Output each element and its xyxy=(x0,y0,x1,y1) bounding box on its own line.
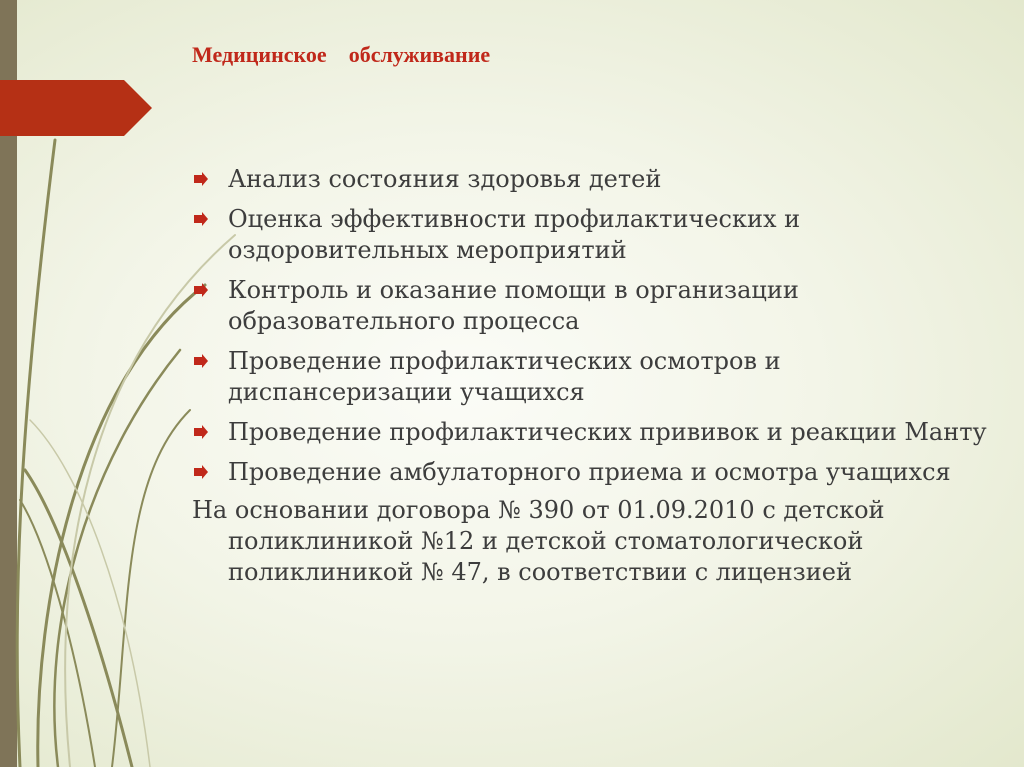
list-item xyxy=(192,346,992,408)
arrow-bullet-icon xyxy=(193,425,209,439)
list-item-text: Проведение профилактических прививок и реакции Манту xyxy=(228,418,987,446)
red-arrow-tab xyxy=(0,80,152,136)
slide-title: Медицинское обслуживание xyxy=(192,42,491,67)
arrow-bullet-icon xyxy=(193,172,209,186)
list-item-text: Оценка эффективности профилактических и оздоровительных мероприятий xyxy=(228,205,801,264)
list-item xyxy=(192,275,992,337)
arrow-bullet-icon xyxy=(193,465,209,479)
arrow-bullet-icon xyxy=(193,283,209,297)
list-item-text: Проведение амбулаторного приема и осмотра учащихся xyxy=(228,458,951,486)
content-block xyxy=(192,164,992,588)
arrow-bullet-icon xyxy=(193,354,209,368)
list-item-text: Анализ состояния здоровья детей xyxy=(228,165,662,193)
list-item xyxy=(192,204,992,266)
list-item xyxy=(192,164,992,195)
list-item xyxy=(192,417,992,448)
contract-note: На основании договора № 390 от 01.09.2010 с детской поликлиникой №12 и детской стоматологической поликлиникой № 47, в соответствии с лицензией xyxy=(192,496,885,586)
bullet-list xyxy=(192,164,992,488)
list-item-text: Контроль и оказание помощи в организации образовательного процесса xyxy=(228,276,799,335)
list-item xyxy=(192,457,992,488)
list-item-text: Проведение профилактических осмотров и диспансеризации учащихся xyxy=(228,347,781,406)
arrow-bullet-icon xyxy=(193,212,209,226)
